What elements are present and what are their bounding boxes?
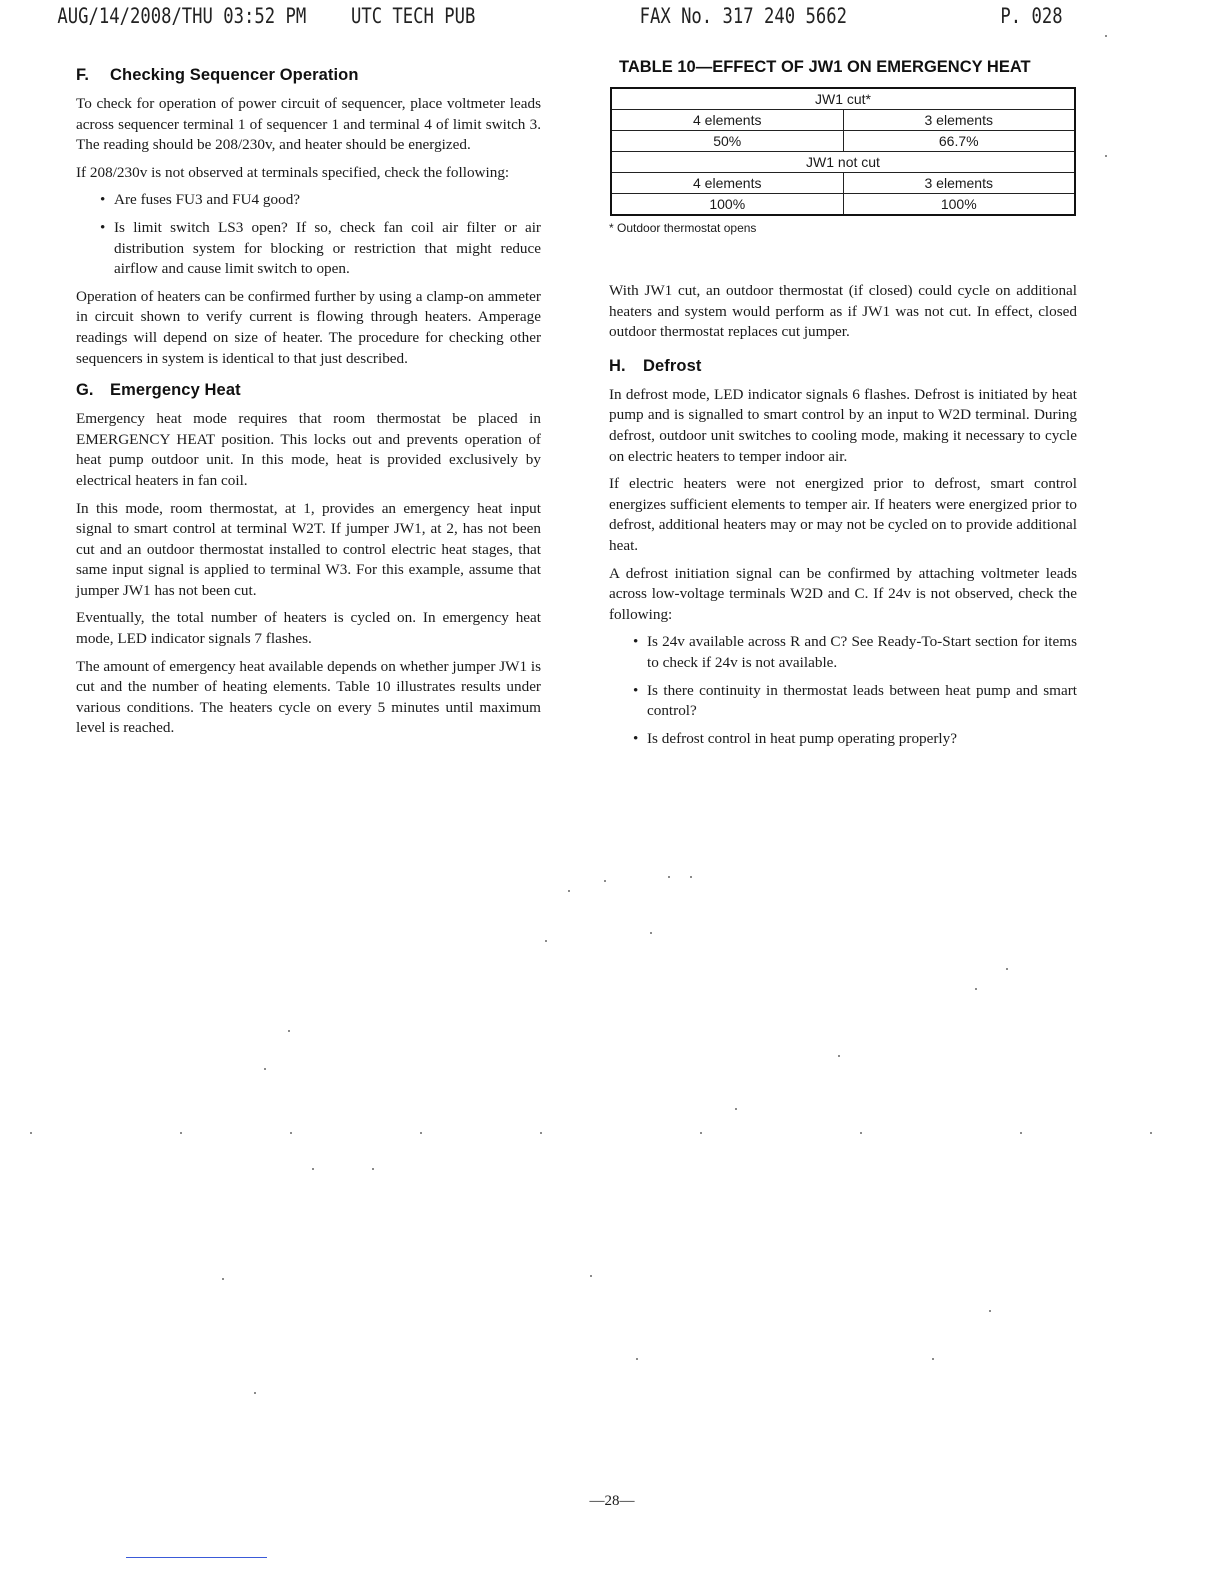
section-g-heading: G. Emergency Heat (76, 381, 241, 400)
section-f-title: Checking Sequencer Operation (110, 66, 359, 84)
paragraph: A defrost initiation signal can be confirmed by attaching voltmeter leads across low-voltage terminals W2D and C. If 24v is not observed, check the following: (609, 564, 1077, 623)
table-10-title: TABLE 10—EFFECT OF JW1 ON EMERGENCY HEAT (619, 58, 1031, 76)
paragraph: In this mode, room thermostat, at 1, provides an emergency heat input signal to smart control at terminal W2T. If jumper JW1, at 2, has not been cut and an outdoor thermostat installed to control electric heat stages, that same input signal is applied to terminal W3. For this example, assume that jumper JW1 has not been cut. (76, 499, 541, 599)
paragraph: To check for operation of power circuit of sequencer, place voltmeter leads across sequencer terminal 1 of sequencer 1 and terminal 4 of limit switch 3. The reading should be 208/230v, and heater should be energized. (76, 95, 541, 154)
footer-rule (126, 1557, 267, 1558)
paragraph: The amount of emergency heat available depends on whether jumper JW1 is cut and the number of heating elements. Table 10 illustrates results under various conditions. The heaters cycle on every 5 minutes until maximum level is reached. (76, 657, 541, 737)
list-item: • Is defrost control in heat pump operating properly? (633, 729, 957, 747)
table-cell: 100% (843, 194, 1075, 216)
fax-header (0, 4, 1063, 32)
table-header-4-elements: 4 elements (611, 173, 843, 194)
list-item: • Is there continuity in thermostat leads between heat pump and smart control? (633, 681, 1077, 720)
table-group-jw1-cut: JW1 cut* (611, 88, 1075, 110)
table-10 (610, 87, 1076, 216)
table-header-3-elements: 3 elements (843, 110, 1075, 131)
section-f-heading: F. Checking Sequencer Operation (76, 66, 359, 84)
right-column (609, 58, 1077, 756)
table-header-3-elements: 3 elements (843, 173, 1075, 194)
paragraph: With JW1 cut, an outdoor thermostat (if closed) could cycle on additional heaters and system would perform as if JW1 was not cut. In effect, closed outdoor thermostat replaces cut jumper. (609, 282, 1077, 341)
paragraph: Emergency heat mode requires that room thermostat be placed in EMERGENCY HEAT position. This locks out and prevents operation of heat pump outdoor unit. In this mode, heat is provided exclusively by electrical heaters in fan coil. (76, 410, 541, 489)
fax-page: P. 028 (1000, 4, 1063, 28)
table-cell: 66.7% (843, 131, 1075, 152)
fax-number: FAX No. 317 240 5662 (639, 4, 847, 28)
paragraph: Operation of heaters can be confirmed further by using a clamp-on ammeter in circuit shown to verify current is flowing through heaters. Amperage readings will depend on size of heater. The procedure for checking other sequencers in system is identical to that just described. (76, 287, 541, 367)
paragraph: If electric heaters were not energized prior to defrost, smart control energizes sufficient elements to temper air. If heaters were energized prior to defrost, additional heaters may or may not be cycled on to provide additional heat. (609, 475, 1077, 554)
bullet-list (76, 190, 541, 279)
table-cell: 50% (611, 131, 843, 152)
left-column (76, 66, 541, 746)
table-group-jw1-not-cut: JW1 not cut (611, 152, 1075, 173)
paragraph: Eventually, the total number of heaters is cycled on. In emergency heat mode, LED indicator signals 7 flashes. (76, 609, 541, 648)
list-item: • Is limit switch LS3 open? If so, check fan coil air filter or air distribution system for blocking or restriction that might reduce airflow and cause limit switch to open. (100, 218, 541, 278)
table-header-4-elements: 4 elements (611, 110, 843, 131)
section-g-title: Emergency Heat (110, 381, 241, 400)
page-number: —28— (589, 1493, 635, 1509)
table-cell: 100% (611, 194, 843, 216)
section-h-heading: H. Defrost (609, 356, 702, 375)
section-h-title: Defrost (643, 356, 702, 375)
fax-datetime: AUG/14/2008/THU 03:52 PM (57, 4, 307, 28)
list-item: • Are fuses FU3 and FU4 good? (100, 191, 301, 209)
paragraph: In defrost mode, LED indicator signals 6 flashes. Defrost is initiated by heat pump and is signalled to smart control by an input to W2D terminal. During defrost, outdoor unit switches to cooling mode, making it necessary to cycle on electric heaters to temper indoor air. (609, 385, 1077, 465)
table-footnote: * Outdoor thermostat opens (609, 221, 757, 235)
paragraph: If 208/230v is not observed at terminals specified, check the following: (76, 163, 510, 181)
bullet-list (609, 632, 1077, 749)
list-item: • Is 24v available across R and C? See Ready-To-Start section for items to check if 24v is not available. (633, 633, 1077, 671)
fax-sender: UTC TECH PUB (350, 4, 476, 28)
